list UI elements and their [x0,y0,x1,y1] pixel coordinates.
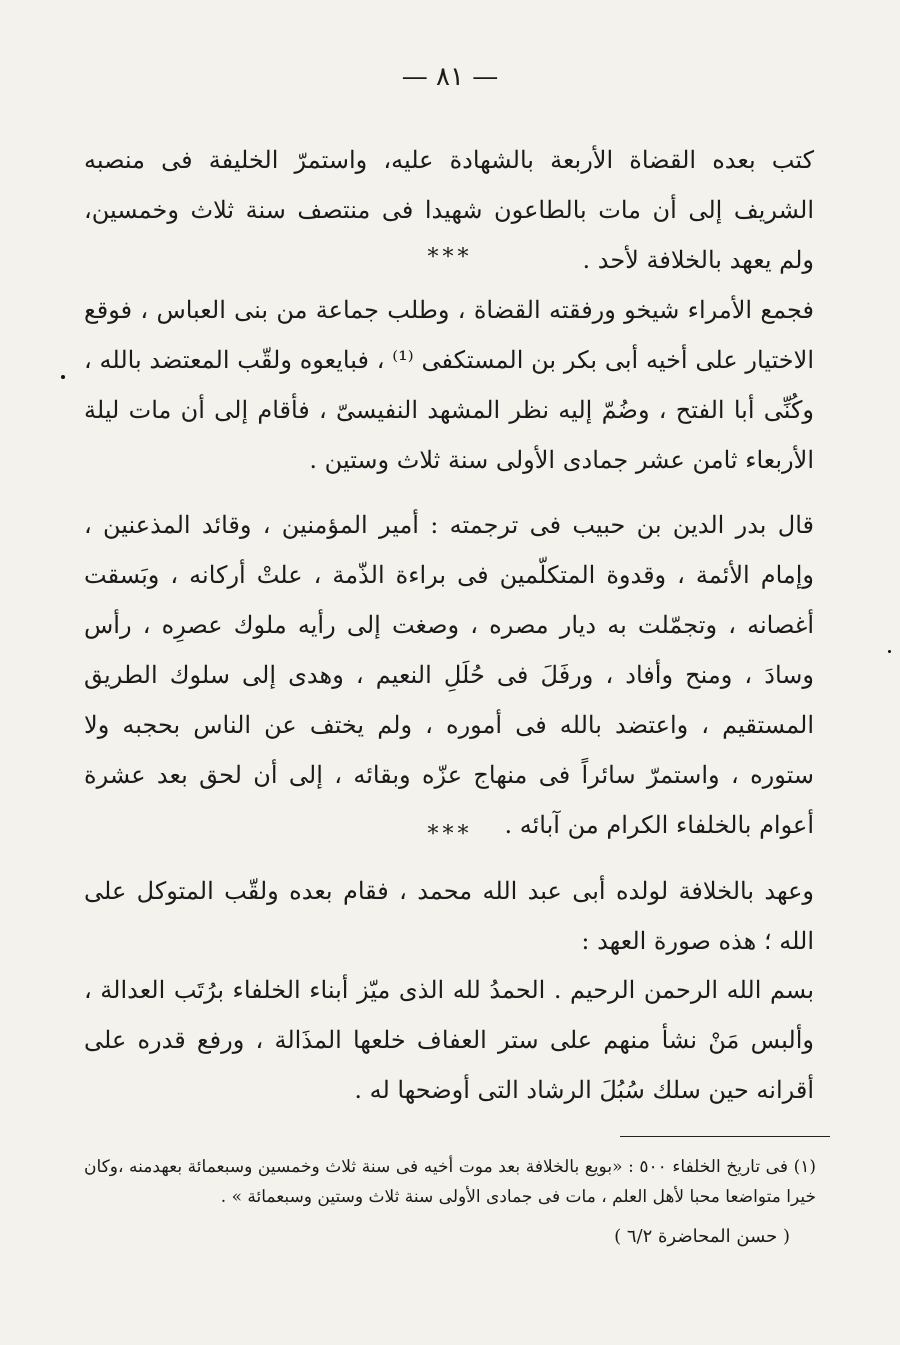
paragraph-1: كتب بعده القضاة الأربعة بالشهادة عليه، واستمرّ الخليفة فى منصبه الشريف إلى أن مات بالطاعون شهيدا فى منتصف سنة ثلاث وخمسين، ولم يعهد بالخلافة لأحد . [84,146,815,274]
paragraph-5: بسم الله الرحمن الرحيم . الحمدُ لله الذى ميّز أبناء الخلفاء برُتَب العدالة ، وألبس مَنْ نشأ منهم على ستر العفاف خلعها المذَالة ، ورفع قدره على أقرانه حين سلك سُبُلَ الرشاد التى أوضحها له . [84,976,814,1104]
footnote-rule [620,1136,830,1137]
scan-speck [61,375,65,379]
paragraph-4: وعهد بالخلافة لولده أبى عبد الله محمد ، فقام بعده ولقّب المتوكل على الله ؛ هذه صورة العهد : [84,877,814,955]
section-separator: *** [427,822,473,847]
scan-speck [888,650,891,653]
paragraph-2: فجمع الأمراء شيخو ورفقته القضاة ، وطلب جماعة من بنى العباس ، فوقع الاختيار على أخيه أبى بكر بن المستكفى ⁽¹⁾ ، فبايعوه ولقّب المعتضد بالله ، وكُنِّى أبا الفتح ، وضُمّ إليه نظر المشهد النفيسىّ ، فأقام إلى أن مات ليلة الأربعاء ثامن عشر جمادى الأولى سنة ثلاث وستين . [84,296,814,474]
footnote-source: ( حسن المحاضرة ٦/٢ ) [614,1226,790,1247]
footnote: (١) فى تاريخ الخلفاء ٥٠٠ : «بويع بالخلافة بعد موت أخيه فى سنة ثلاث وخمسين وسبعمائة بعهدمنه ،وكان خيرا متواضعا محبا لأهل العلم ، مات فى جمادى الأولى سنة ثلاث وستين وسبعمائة » . [84,1157,816,1207]
page-number: — ٨١ — [401,62,499,92]
paragraph-3: قال بدر الدين بن حبيب فى ترجمته : أمير المؤمنين ، وقائد المذعنين ، وإمام الأئمة ، وقدوة المتكلّمين فى براءة الذّمة ، علتْ أركانه ، وبَسقت أغصانه ، وتجمّلت به ديار مصره ، وصغت إلى رأيه ملوك عصرِه ، رأس وسادَ ، ومنح وأفاد ، ورفَلَ فى حُلَلِ النعيم ، وهدى إلى سلوك الطريق المستقيم ، واعتضد بالله فى أموره ، ولم يختف عن الناس بحجبه ولا ستوره ، واستمرّ سائراً فى منهاج عزّه وبقائه ، إلى أن لحق بعد عشرة أعوام بالخلفاء الكرام من آبائه . [84,511,815,839]
section-separator: *** [427,245,473,270]
